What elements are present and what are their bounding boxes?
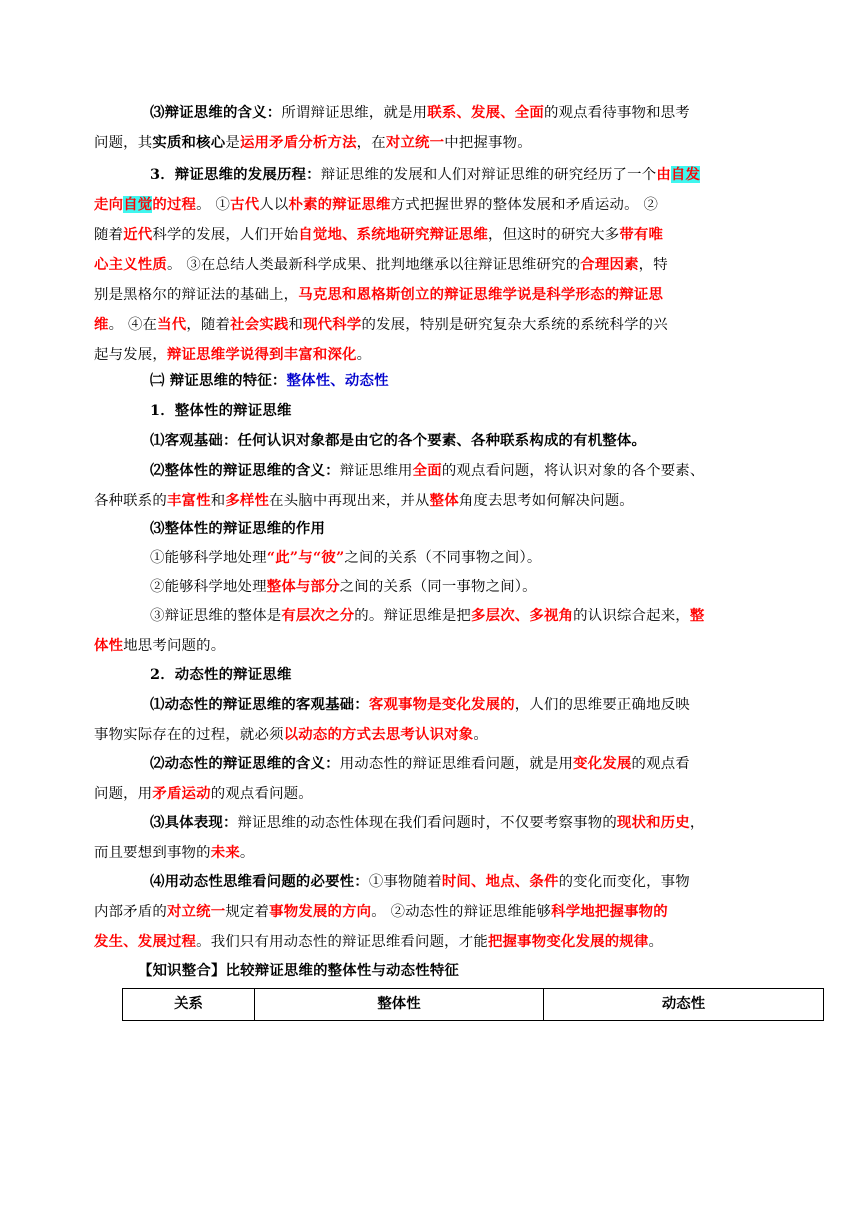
list-item-this-that xyxy=(122,543,732,573)
paragraph-dynamic-basis xyxy=(94,690,732,750)
text: 之间的关系（同一事物之间）。 xyxy=(339,579,537,595)
list-item-whole-part xyxy=(122,572,732,602)
text: 而且要想到事物的 xyxy=(94,845,211,861)
text: 中把握事物。 xyxy=(444,135,532,151)
text: 。 ②动态性的辩证思维能够 xyxy=(371,904,552,920)
subsection-heading-holistic: 1．整体性的辩证思维 xyxy=(150,402,292,419)
text: 随着 xyxy=(94,227,124,243)
text: 的。辩证思维是把 xyxy=(354,608,472,624)
paragraph-concrete-expression xyxy=(94,808,732,868)
emphasis: 由 xyxy=(656,166,671,183)
text: 所谓辩证思维，就是用 xyxy=(281,105,428,121)
emphasis: 有层次之分 xyxy=(281,607,355,624)
text: 辩证思维的发展和人们对辩证思维的研究经历了一个 xyxy=(320,167,657,183)
text: 各种联系的 xyxy=(94,493,167,509)
text: 的观点看问题，将认识对象的各个要素、 xyxy=(441,463,705,479)
text: 的发展，特别是研究复杂大系统的系统科学的兴 xyxy=(361,317,668,333)
text: 。 ③在总结人类最新科学成果、批判地继承以往辩证思维研究的 xyxy=(166,257,581,273)
label: ⑶辩证思维的含义： xyxy=(150,104,282,121)
emphasis: 社会实践 xyxy=(230,316,289,333)
emphasis: 科学地把握事物的 xyxy=(551,903,668,920)
emphasis: 维 xyxy=(94,316,109,333)
emphasis: 未来 xyxy=(210,844,240,861)
knowledge-integration-title: 【知识整合】比较辩证思维的整体性与动态性特征 xyxy=(138,962,459,979)
emphasis: 当代 xyxy=(157,316,187,333)
text: 。 ① xyxy=(196,197,231,213)
text: 科学的发展，人们开始 xyxy=(152,227,299,243)
subsection-heading-dynamic: 2．动态性的辩证思维 xyxy=(150,666,292,683)
emphasis: 是 xyxy=(531,286,547,303)
paragraph-holistic-role: ⑶整体性的辩证思维的作用 xyxy=(150,520,326,537)
label: ⑶具体表现： xyxy=(150,814,238,831)
emphasis: 自觉地、系统地研究辩证思维 xyxy=(298,226,488,243)
text: 和 xyxy=(288,317,304,333)
emphasis: 变化发展 xyxy=(573,755,632,772)
label: ⑵整体性的辩证思维的含义： xyxy=(150,462,340,479)
text: 的认识综合起来， xyxy=(573,608,690,624)
emphasis: 带有唯 xyxy=(619,226,664,243)
text: 。 xyxy=(356,347,372,363)
label: ⑴动态性的辩证思维的客观基础： xyxy=(150,696,369,713)
section-label: ㈡ 辩证思维的特征： xyxy=(150,372,287,389)
emphasis: 整 xyxy=(689,607,705,624)
emphasis: 客观事物是变化发展的 xyxy=(368,696,515,713)
text: 。 xyxy=(473,727,488,743)
text: ，在 xyxy=(356,135,386,151)
list-item-levels xyxy=(94,601,732,661)
emphasis: 以动态的方式去思考认识对象 xyxy=(283,726,474,743)
text: ②能够科学地处理 xyxy=(150,579,267,595)
bold-text: 实质和核心 xyxy=(152,134,226,151)
emphasis: 体性 xyxy=(94,637,124,654)
text: 角度去思考如何解决问题。 xyxy=(458,493,634,509)
emphasis: 把握事物变化发展的规律 xyxy=(487,933,649,950)
text: 方式把握世界的整体发展和矛盾运动。 ② xyxy=(390,197,659,213)
text: 地思考问题的。 xyxy=(123,638,226,654)
text: ，但这时的研究大多 xyxy=(487,227,620,243)
paragraph-dialectical-meaning xyxy=(94,98,732,158)
emphasis: 多样性 xyxy=(225,492,270,509)
emphasis: 的过程 xyxy=(152,196,197,213)
text: 。 xyxy=(239,845,255,861)
text: 是 xyxy=(225,135,240,151)
table-header-cell: 动态性 xyxy=(544,989,824,1021)
table-header-cell: 关系 xyxy=(123,989,255,1021)
emphasis: 近代 xyxy=(123,226,153,243)
text: 事物实际存在的过程，就必须 xyxy=(94,727,284,743)
text: 和 xyxy=(210,493,226,509)
section-heading-features xyxy=(122,366,732,396)
emphasis: 矛盾运动 xyxy=(152,785,211,802)
emphasis: 整体与部分 xyxy=(266,578,340,595)
paragraph-development-history xyxy=(94,160,732,370)
emphasis: 现代科学 xyxy=(303,316,362,333)
emphasis: 辩证思维学说得到丰富和深化 xyxy=(166,346,357,363)
label: 3．辩证思维的发展历程： xyxy=(150,166,321,183)
emphasis: “此”与“彼” xyxy=(266,549,345,566)
section-subtitle: 整体性、动态性 xyxy=(286,372,389,389)
text: 辩证思维用 xyxy=(339,463,413,479)
text: 的观点看 xyxy=(631,756,690,772)
text: 辩证思维的动态性体现在我们看问题时，不仅要考察事物的 xyxy=(237,815,617,831)
table-header-row xyxy=(123,989,824,1021)
emphasis: 马克思和恩格斯创立的辩证思维学说 xyxy=(298,286,532,303)
text: 。 ④在 xyxy=(108,317,158,333)
text: 。我们只有用动态性的辩证思维看问题，才能 xyxy=(196,934,488,950)
emphasis: 对立统一 xyxy=(385,134,445,151)
emphasis: 走向 xyxy=(94,196,124,213)
text: 之间的关系（不同事物之间）。 xyxy=(344,550,542,566)
emphasis: 合理因素 xyxy=(580,256,639,273)
emphasis: 科学形态的辩证思 xyxy=(546,286,664,303)
emphasis: 联系、发展、全面 xyxy=(427,104,544,121)
emphasis: 全面 xyxy=(412,462,442,479)
emphasis: 运用矛盾分析方法 xyxy=(239,134,357,151)
label: ⑵动态性的辩证思维的含义： xyxy=(150,755,340,772)
text: 起与发展， xyxy=(94,347,167,363)
text: ，特 xyxy=(638,257,668,273)
highlight: 自觉 xyxy=(123,196,153,213)
emphasis: 古代 xyxy=(230,196,260,213)
paragraph-objective-basis: ⑴客观基础：任何认识对象都是由它的各个要素、各种联系构成的有机整体。 xyxy=(150,432,647,449)
emphasis: 事物发展的方向 xyxy=(269,903,372,920)
paragraph-necessity xyxy=(94,867,732,957)
emphasis: 心主义性质 xyxy=(94,256,167,273)
text: 规定着 xyxy=(225,904,270,920)
text: ， xyxy=(689,815,705,831)
text: 用动态性的辩证思维看问题，就是用 xyxy=(339,756,574,772)
emphasis: 整体 xyxy=(429,492,459,509)
paragraph-holistic-meaning xyxy=(94,456,732,516)
emphasis: 朴素的辩证思维 xyxy=(288,196,391,213)
text: 问题，用 xyxy=(94,786,153,802)
text: 的变化而变化，事物 xyxy=(558,874,690,890)
table-header-cell: 整体性 xyxy=(255,989,544,1021)
paragraph-dynamic-meaning xyxy=(94,749,732,809)
text: 问题，其 xyxy=(94,135,153,151)
emphasis: 发生、发展过程 xyxy=(94,933,197,950)
emphasis: 多层次、多视角 xyxy=(471,607,574,624)
comparison-table xyxy=(122,988,824,1021)
text: ①能够科学地处理 xyxy=(150,550,267,566)
text: 的观点看待事物和思考 xyxy=(543,105,690,121)
text: 的观点看问题。 xyxy=(210,786,313,802)
label: ⑷用动态性思维看问题的必要性： xyxy=(150,873,369,890)
text: ，随着 xyxy=(186,317,231,333)
emphasis: 丰富性 xyxy=(166,492,211,509)
text: ，人们的思维要正确地反映 xyxy=(514,697,690,713)
emphasis: 现状和历史 xyxy=(616,814,690,831)
highlight: 自发 xyxy=(670,166,701,183)
text: 在头脑中再现出来，并从 xyxy=(269,493,430,509)
text: 别是黑格尔的辩证法的基础上， xyxy=(94,287,299,303)
text: 。 xyxy=(648,934,664,950)
emphasis: 时间、地点、条件 xyxy=(441,873,559,890)
text: ①事物随着 xyxy=(368,874,442,890)
emphasis: 对立统一 xyxy=(166,903,226,920)
text: 人以 xyxy=(259,197,289,213)
text: 内部矛盾的 xyxy=(94,904,167,920)
text: ③辩证思维的整体是 xyxy=(150,608,282,624)
